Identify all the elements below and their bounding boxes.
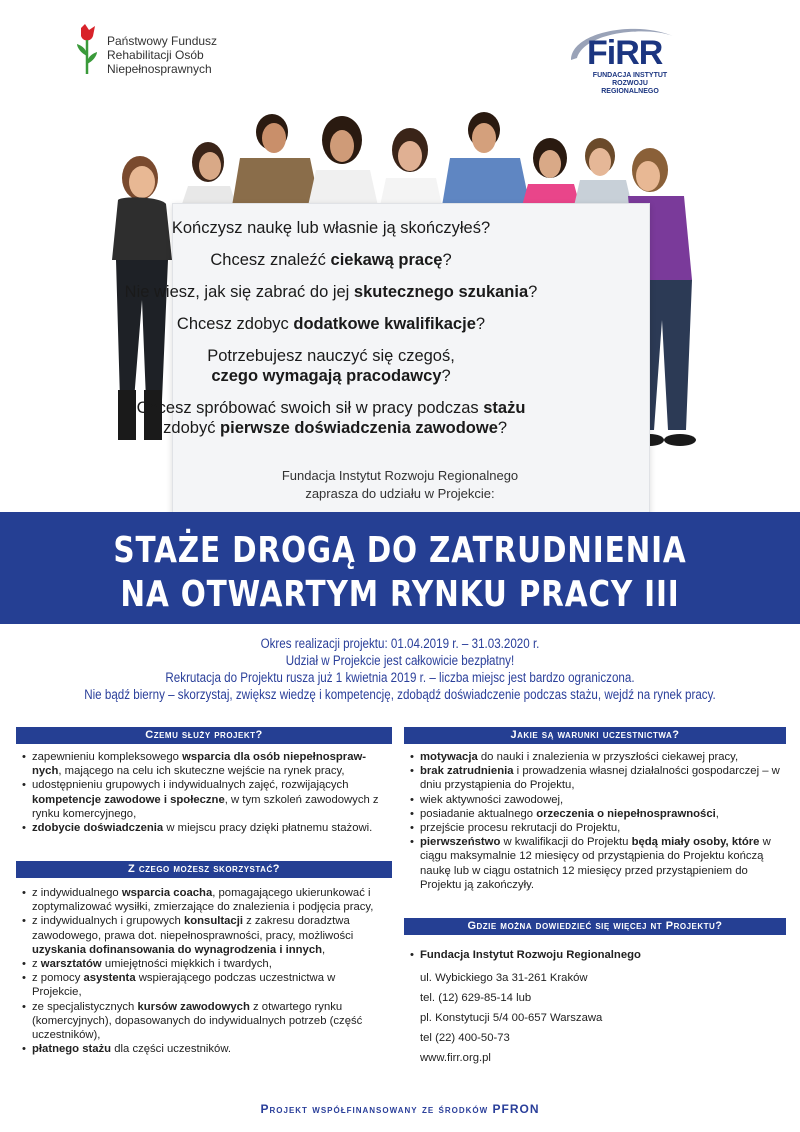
list-item: • zdobycie doświadczenia w miejscu pracy dzięki płatnemu stażowi. xyxy=(22,821,392,835)
list-item: • płatnego stażu dla części uczestników. xyxy=(22,1042,388,1056)
contact-address-krakow: ul. Wybickiego 3a 31-261 Kraków xyxy=(420,972,588,984)
list-item: • ze specjalistycznych kursów zawodowych z otwartego rynku (komercyjnych), dopasowanych do indywidualnych potrzeb (część uczestników), xyxy=(22,1000,388,1043)
project-title-line-1: STAŻE DROGĄ DO ZATRUDNIENIA xyxy=(113,530,687,571)
contact-org-name: Fundacja Instytut Rozwoju Regionalnego xyxy=(420,949,641,961)
list-item: • wiek aktywności zawodowej, xyxy=(410,793,792,807)
firr-name: FiRR xyxy=(587,34,663,72)
contact-website-link[interactable]: www.firr.org.pl xyxy=(420,1052,491,1064)
list-item: • udostępnieniu grupowych i indywidualnych zajęć, rozwijających kompetencje zawodowe i społeczne, w tym szkoleń zawodowych z rynku komercyjnego, xyxy=(22,778,392,821)
section-header-purpose: Czemu służy projekt? xyxy=(16,727,392,744)
section-header-more-info: Gdzie można dowiedzieć się więcej nt Projektu? xyxy=(404,918,786,935)
contact-phone-warszawa: tel (22) 400-50-73 xyxy=(420,1032,510,1044)
firr-logo xyxy=(565,22,677,94)
question-2: Chcesz znaleźć ciekawą pracę? xyxy=(210,251,452,269)
info-call: Nie bądź bierny – skorzystaj, zwiększ wiedzę i kompetencję, zdobądź doświadczenie podczas stażu, wejdź na rynek pracy. xyxy=(84,687,716,702)
questions-block xyxy=(94,218,568,450)
list-item: • zapewnieniu kompleksowego wsparcia dla osób niepełnospraw-nych, mającego na celu ich skuteczne wejście na rynek pracy, xyxy=(22,750,392,778)
list-item: • z indywidualnego wsparcia coacha, pomagającego ukierunkować i zoptymalizować wysiłki, zmierzające do znalezienia i podjęcia pracy, xyxy=(22,886,388,914)
list-item: • przejście procesu rekrutacji do Projektu, xyxy=(410,821,792,835)
project-title-banner xyxy=(0,512,800,624)
list-item: • pierwszeństwo w kwalifikacji do Projektu będą miały osoby, które w ciągu maksymalnie 12 miesięcy od przystąpienia do Projektu kończą naukę lub w ciągu ostatnich 12 miesięcy przed przystąpieniem do Projektu ją zakończyły. xyxy=(410,835,792,892)
question-4: Chcesz zdobyc dodatkowe kwalifikacje? xyxy=(176,315,486,333)
contact-details xyxy=(420,968,602,1068)
pfron-logo xyxy=(75,24,217,76)
contact-phone-krakow: tel. (12) 629-85-14 lub xyxy=(420,992,532,1004)
section-header-conditions: Jakie są warunki uczestnictwa? xyxy=(404,727,786,744)
info-period: Okres realizacji projektu: 01.04.2019 r. – 31.03.2020 r. xyxy=(260,636,540,651)
conditions-list xyxy=(410,750,792,892)
info-recruitment: Rekrutacja do Projektu rusza już 1 kwietnia 2019 r. – liczba miejsc jest bardzo ograniczona. xyxy=(165,670,635,685)
project-title-line-2: NA OTWARTYM RYNKU PRACY III xyxy=(120,574,680,615)
question-6: Chcesz spróbować swoich sił w pracy podczas stażu i zdobyć pierwsze doświadczenia zawodowe? xyxy=(136,399,526,437)
list-item: • z indywidualnych i grupowych konsultacji z zakresu doradztwa zawodowego, prawa dot. niepełnosprawności, pracy, możliwości uzyskania dofinansowania do wynagrodzenia i innych, xyxy=(22,914,388,957)
firr-subtitle: FUNDACJA INSTYTUT ROZWOJU REGIONALNEGO xyxy=(592,72,668,95)
project-info xyxy=(0,635,800,703)
list-item: • brak zatrudnienia i prowadzenia własnej działalności gospodarczej – w dniu przystąpienia do Projektu, xyxy=(410,764,792,792)
list-item: • motywacja do nauki i znalezienia w przyszłości ciekawej pracy, xyxy=(410,750,792,764)
section-header-benefits: Z czego możesz skorzystać? xyxy=(16,861,392,878)
contact-address-warszawa: pl. Konstytucji 5/4 00-657 Warszawa xyxy=(420,1012,603,1024)
question-5: Potrzebujesz nauczyć się czegoś, czego wymagają pracodawcy? xyxy=(207,347,455,385)
info-free: Udział w Projekcie jest całkowicie bezpłatny! xyxy=(285,653,515,668)
pfron-line-1: Państwowy Fundusz xyxy=(107,34,218,48)
pfron-line-2: Rehabilitacji Osób xyxy=(107,48,204,62)
contact-org xyxy=(410,948,790,962)
pfron-flower-icon xyxy=(75,24,99,76)
list-item: • posiadanie aktualnego orzeczenia o niepełnosprawności, xyxy=(410,807,792,821)
invitation-text: Fundacja Instytut Rozwoju Regionalnego zaprasza do udziału w Projekcie: xyxy=(281,468,519,501)
cofinancing-footer: Projekt współfinansowany ze środków PFRON xyxy=(260,1102,540,1116)
question-1: Kończysz naukę lub własnie ją skończyłeś? xyxy=(171,219,491,237)
purpose-list xyxy=(22,750,392,835)
list-item: • z pomocy asystenta wspierającego podczas uczestnictwa w Projekcie, xyxy=(22,971,388,999)
benefits-list xyxy=(22,886,388,1056)
list-item: • z warsztatów umiejętności miękkich i twardych, xyxy=(22,957,388,971)
question-3: Nie wiesz, jak się zabrać do jej skutecznego szukania? xyxy=(124,283,538,301)
pfron-line-3: Niepełnosprawnych xyxy=(107,62,212,76)
